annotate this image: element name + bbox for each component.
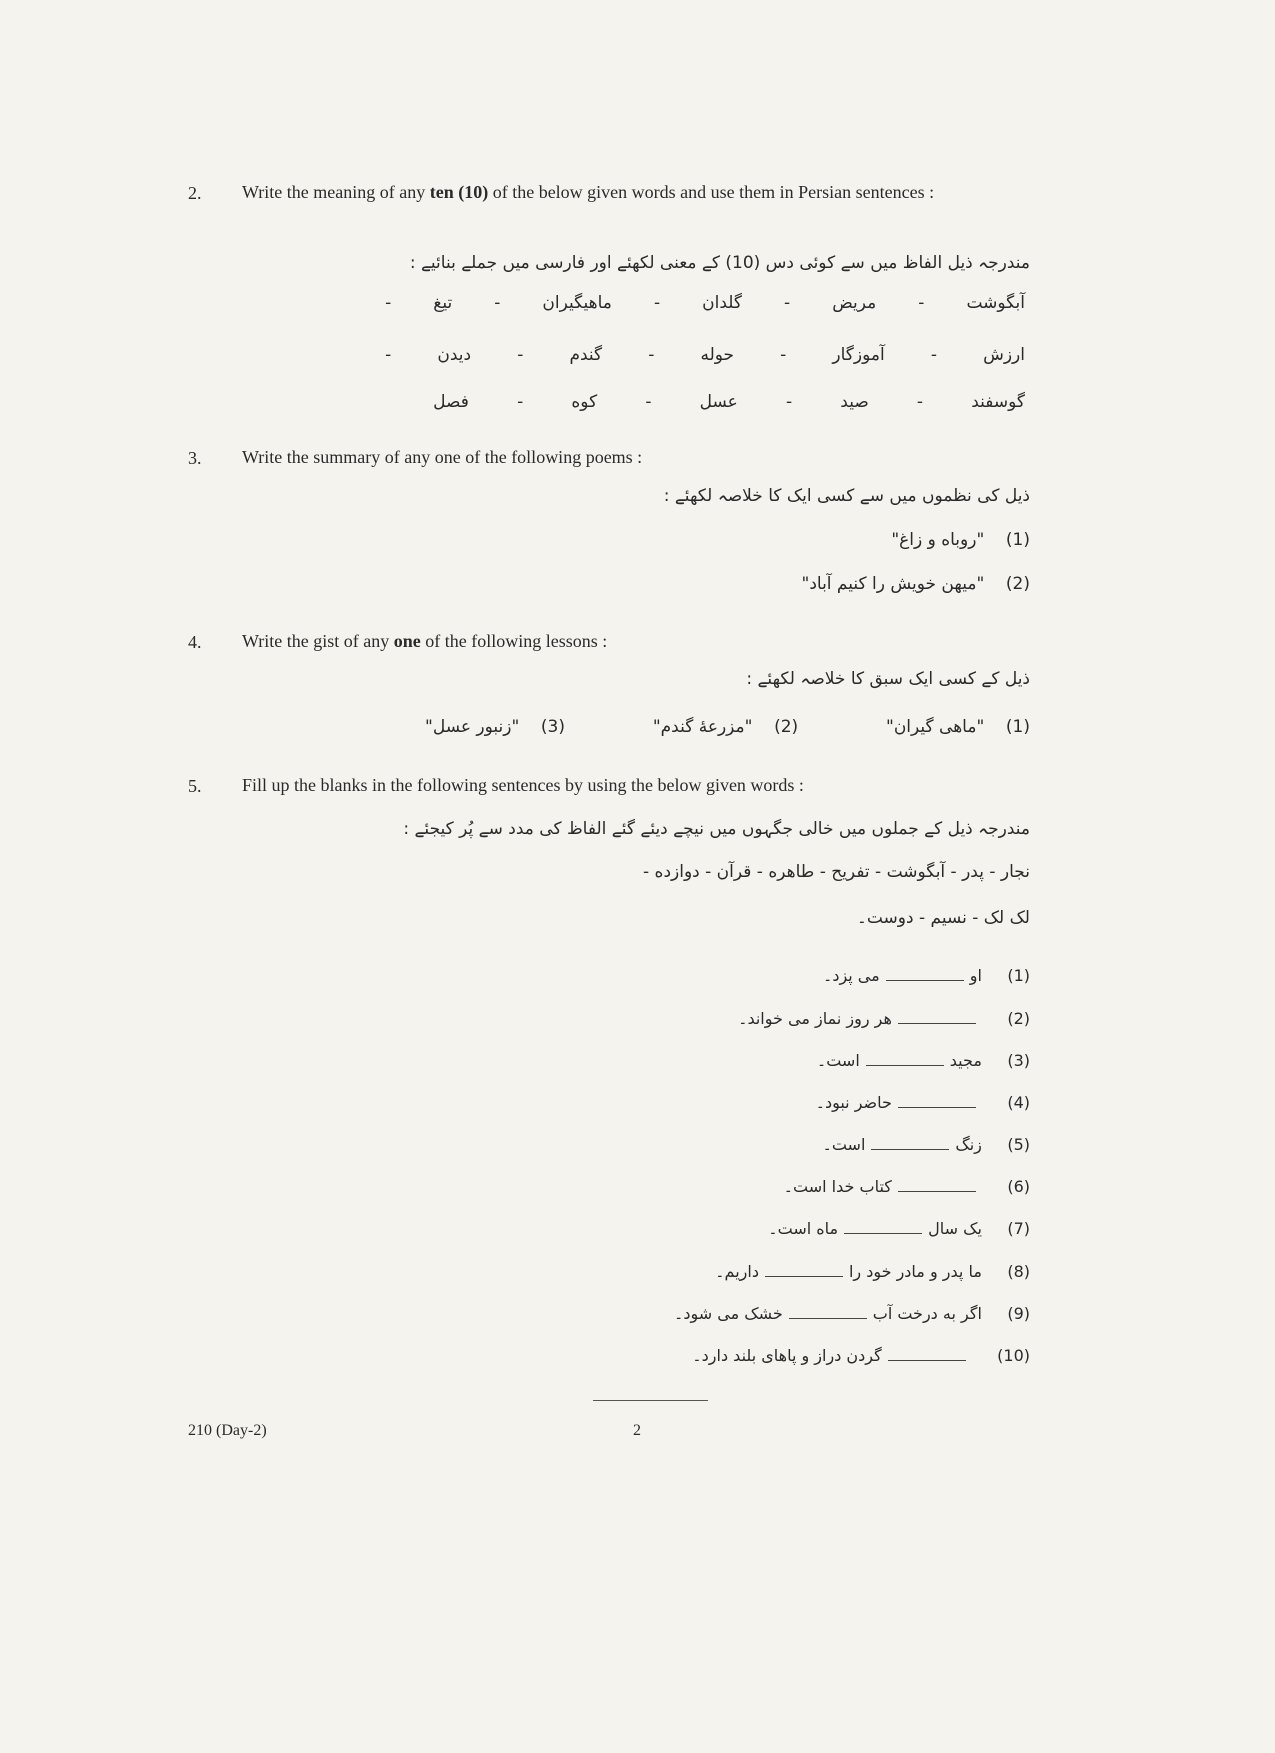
item-number: (5): [1007, 1135, 1030, 1154]
separator: -: [653, 293, 661, 313]
question-5-urdu: مندرجہ ذیل کے جملوں میں خالی جگہوں میں نیچے دیئے گئے الفاظ کی مدد سے پُر کیجئے :: [403, 819, 1030, 839]
item-number: (2): [1005, 574, 1030, 594]
question-4-number: 4.: [188, 632, 202, 652]
separator: -: [385, 345, 392, 365]
separator: -: [494, 293, 501, 313]
sentence-start: ما پدر و مادر خود را: [848, 1262, 982, 1281]
lesson-item: [886, 717, 1030, 737]
fill-item-3: [817, 1051, 1030, 1070]
paper-code: 210 (Day-2): [188, 1422, 267, 1439]
item-number: (1): [1007, 966, 1030, 985]
question-3-urdu: ذیل کی نظموں میں سے کسی ایک کا خلاصہ لکھئے :: [663, 486, 1030, 506]
word-bank-line-1: نجار - پدر - آبگوشت - تفریح - طاهره - قرآن - دوازده -: [643, 862, 1030, 882]
separator: -: [785, 392, 793, 412]
sentence-start: او: [969, 966, 982, 985]
word: ارزش: [983, 345, 1025, 365]
blank-line: [898, 1011, 976, 1024]
sentence-end: حاضر نبود۔: [815, 1093, 892, 1112]
question-2-number: 2.: [188, 183, 202, 203]
word: آبگوشت: [966, 293, 1025, 313]
blank-line: [871, 1137, 949, 1150]
word: مریض: [832, 293, 877, 313]
sentence-end: کتاب خدا است۔: [783, 1177, 892, 1196]
fill-item-7: [768, 1219, 1030, 1238]
blank-line: [844, 1221, 922, 1234]
fill-item-5: [822, 1135, 1030, 1154]
item-number: (10): [997, 1346, 1030, 1365]
item-number: (6): [1007, 1177, 1030, 1196]
lesson-title: "ماهی گیران": [886, 717, 985, 737]
blank-line: [765, 1264, 843, 1277]
word-row-3: [385, 392, 1025, 412]
sentence-start: یک سال: [928, 1219, 982, 1238]
sentence-end: می پزد۔: [822, 966, 880, 985]
question-3-number: 3.: [188, 448, 202, 468]
poem-title: "میهن خویش را کنیم آباد": [801, 574, 985, 594]
sentence-end: است۔: [816, 1051, 860, 1070]
question-3-english: Write the summary of any one of the following poems :: [242, 447, 643, 467]
word-bank-line-2: لک لک - نسیم - دوست۔: [856, 908, 1030, 928]
sentence-end: داریم۔: [715, 1262, 759, 1281]
item-number: (2): [1007, 1009, 1030, 1028]
lesson-item: [425, 717, 565, 737]
fill-item-10: [692, 1346, 1030, 1365]
separator: -: [780, 345, 787, 365]
word: صید: [840, 392, 869, 412]
question-4-text-b: of the following lessons :: [420, 631, 608, 651]
page-number: 2: [633, 1422, 641, 1439]
separator: -: [916, 392, 924, 412]
item-number: (9): [1007, 1304, 1030, 1323]
separator: -: [645, 392, 652, 412]
blank-line: [898, 1095, 976, 1108]
question-5-number: 5.: [188, 776, 202, 796]
word: کوه: [571, 392, 598, 412]
lesson-title: "زنبور عسل": [425, 717, 520, 737]
question-2-text-b: of the below given words and use them in Persian sentences :: [488, 182, 935, 202]
word: دیدن: [437, 345, 472, 365]
question-4-urdu: ذیل کے کسی ایک سبق کا خلاصہ لکھئے :: [746, 669, 1030, 689]
question-5-english: Fill up the blanks in the following sentences by using the below given words :: [242, 775, 804, 795]
fill-item-2: [738, 1009, 1030, 1028]
fill-item-9: [674, 1304, 1030, 1323]
word: تیغ: [433, 293, 453, 313]
blank-line: [789, 1306, 867, 1319]
item-number: (2): [774, 717, 799, 737]
question-2-text-a: Write the meaning of any: [242, 182, 430, 202]
fill-item-6: [784, 1177, 1030, 1196]
blank-line: [886, 968, 964, 981]
word: فصل: [433, 392, 469, 412]
footer-rule: [593, 1400, 708, 1401]
blank-line: [898, 1179, 976, 1192]
blank-line: [888, 1348, 966, 1361]
item-number: (1): [1005, 530, 1030, 550]
separator: -: [385, 293, 392, 313]
sentence-end: هر روز نماز می خواند۔: [738, 1009, 892, 1028]
question-2-bold: ten (10): [429, 182, 489, 202]
question-4-bold: one: [393, 631, 421, 651]
word: گندم: [569, 345, 603, 365]
sentence-start: مجید: [949, 1051, 982, 1070]
separator: -: [517, 392, 524, 412]
separator: -: [930, 345, 937, 365]
item-number: (1): [1005, 717, 1030, 737]
poem-item: [891, 530, 1030, 550]
lesson-list: [425, 717, 1030, 737]
separator: -: [784, 293, 791, 313]
separator: -: [517, 345, 524, 365]
fill-item-1: [823, 966, 1030, 985]
fill-item-4: [816, 1093, 1030, 1112]
fill-item-8: [715, 1262, 1030, 1281]
item-number: (3): [1007, 1051, 1030, 1070]
word: ماهیگیران: [542, 293, 612, 313]
lesson-item: [653, 717, 798, 737]
poem-title: "روباه و زاغ": [891, 530, 985, 550]
sentence-end: است۔: [822, 1135, 866, 1154]
question-4-text-a: Write the gist of any: [242, 631, 394, 651]
word: گلدان: [702, 293, 742, 313]
blank-line: [866, 1053, 944, 1066]
question-2-urdu: مندرجہ ذیل الفاظ میں سے کوئی دس (10) کے معنی لکھئے اور فارسی میں جملے بنائیے :: [409, 253, 1030, 273]
sentence-start: اگر به درخت آب: [872, 1304, 982, 1323]
item-number: (3): [540, 717, 566, 737]
word: عسل: [699, 392, 738, 412]
word: گوسفند: [971, 392, 1025, 412]
word-row-1: [385, 293, 1025, 313]
sentence-end: خشک می شود۔: [674, 1304, 783, 1323]
word: حوله: [700, 345, 735, 365]
question-4-english: [242, 628, 1032, 655]
item-number: (4): [1007, 1093, 1030, 1112]
word-row-2: [385, 345, 1025, 365]
item-number: (8): [1007, 1262, 1030, 1281]
lesson-title: "مزرعهٔ گندم": [652, 717, 753, 737]
sentence-end: ماه است۔: [768, 1219, 839, 1238]
word: آموزگار: [832, 345, 885, 365]
separator: -: [918, 293, 925, 313]
poem-item: [802, 574, 1031, 594]
question-2-english: [242, 179, 1032, 206]
sentence-end: گردن دراز و پاهای بلند دارد۔: [692, 1346, 882, 1365]
item-number: (7): [1007, 1219, 1030, 1238]
separator: -: [648, 345, 655, 365]
sentence-start: زنگ: [955, 1135, 982, 1154]
